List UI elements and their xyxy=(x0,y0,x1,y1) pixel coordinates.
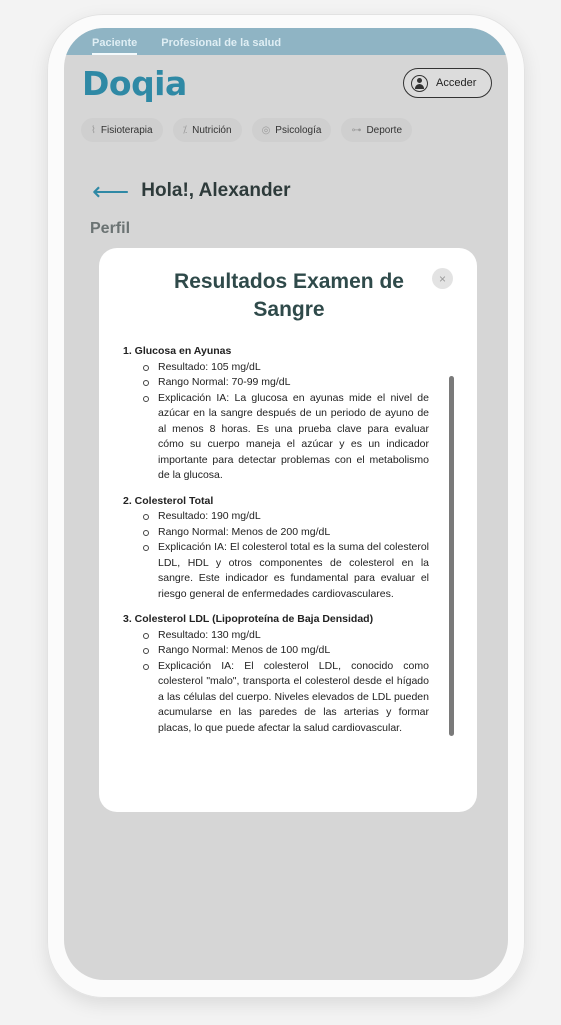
list-item: Resultado: 105 mg/dL xyxy=(143,360,429,376)
list-item: Rango Normal: Menos de 200 mg/dL xyxy=(143,525,429,541)
result-list xyxy=(123,509,429,602)
chip-fisioterapia[interactable] xyxy=(81,118,163,142)
greeting-header xyxy=(92,178,291,204)
list-item: Explicación IA: La glucosa en ayunas mide el nivel de azúcar en la sangre después de un periodo de ayuno de al menos 8 horas. Es una prueba clave para evaluar cómo su cuerpo maneja el azúcar y es un indicador importante para detectar problemas con el metabolismo de la glucosa. xyxy=(143,391,429,484)
results-modal xyxy=(99,248,477,812)
modal-scrollbar[interactable] xyxy=(449,376,454,736)
login-label: Acceder xyxy=(436,77,477,89)
physio-icon: ⌇ xyxy=(91,124,96,136)
result-section xyxy=(123,494,429,603)
back-arrow-icon[interactable]: ⟵ xyxy=(92,176,130,206)
section-title: 2. Colesterol Total xyxy=(123,494,214,507)
section-title: 3. Colesterol LDL (Lipoproteína de Baja Densidad) xyxy=(123,613,374,625)
result-section xyxy=(123,612,429,736)
chip-label: Psicología xyxy=(275,124,322,136)
audience-tabs xyxy=(64,28,508,55)
chip-deporte[interactable] xyxy=(341,118,412,142)
modal-title-line1: Resultados Examen de xyxy=(174,270,404,293)
chip-label: Fisioterapia xyxy=(100,124,153,136)
app-screen xyxy=(64,28,508,980)
modal-title-line2: Sangre xyxy=(253,298,325,321)
login-button[interactable] xyxy=(403,68,492,98)
section-label: Perfil xyxy=(90,220,131,237)
list-item: Resultado: 190 mg/dL xyxy=(143,509,429,525)
section-title: 1. Glucosa en Ayunas xyxy=(123,345,232,357)
result-list xyxy=(123,360,429,484)
psychology-icon: ◎ xyxy=(261,124,271,136)
list-item: Resultado: 130 mg/dL xyxy=(143,628,429,644)
nutrition-icon: ⁒ xyxy=(182,124,188,136)
chip-label: Deporte xyxy=(366,124,403,136)
greeting-text: Hola!, Alexander xyxy=(141,180,291,201)
list-item: Rango Normal: 70-99 mg/dL xyxy=(143,375,429,391)
result-section xyxy=(123,344,429,484)
chip-label: Nutrición xyxy=(192,124,232,136)
result-list xyxy=(123,628,429,737)
chip-nutricion[interactable] xyxy=(173,118,242,142)
list-item: Rango Normal: Menos de 100 mg/dL xyxy=(143,643,429,659)
brand-logo[interactable]: Doqia xyxy=(82,64,187,103)
close-icon[interactable]: × xyxy=(432,268,453,289)
dumbbell-icon: ⊶ xyxy=(351,124,362,136)
tab-profesional[interactable]: Profesional de la salud xyxy=(161,37,282,49)
modal-title xyxy=(139,268,439,324)
chip-psicologia[interactable] xyxy=(252,118,332,142)
tab-paciente[interactable]: Paciente xyxy=(92,37,137,55)
category-chips xyxy=(81,118,412,142)
results-content xyxy=(123,344,429,746)
list-item: Explicación IA: El colesterol total es la suma del colesterol LDL, HDL y otros componentes de colesterol en la sangre. Este indicador es fundamental para evaluar el riesgo general de enfermedades cardiovasculares. xyxy=(143,540,429,602)
user-icon xyxy=(411,75,428,92)
list-item: Explicación IA: El colesterol LDL, conocido como colesterol "malo", transporta el colesterol desde el hígado a las células del cuerpo. Niveles elevados de LDL pueden acumularse en las paredes de las arterias y formar placas, lo que puede afectar la salud cardiovascular. xyxy=(143,659,429,737)
